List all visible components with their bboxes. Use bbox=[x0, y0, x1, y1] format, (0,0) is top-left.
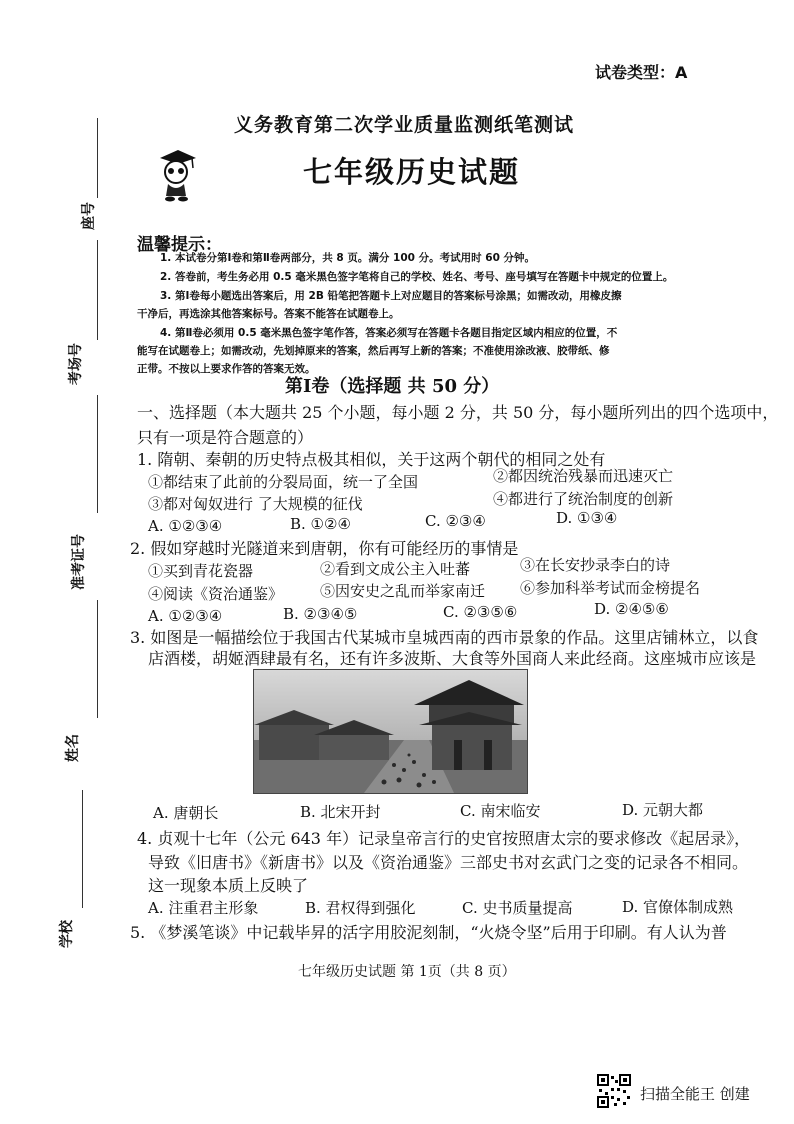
tip-line: 4. 第Ⅱ卷必须用 0.5 毫米黑色签字笔作答，答案必须写在答题卡各题目指定区域内相应的位置，不 bbox=[160, 327, 618, 339]
binding-line bbox=[97, 600, 98, 718]
question-4-stem: 导致《旧唐书》《新唐书》以及《资治通鉴》三部史书对玄武门之变的记录各不相同。 bbox=[148, 853, 749, 872]
q1-choice: D. ①③④ bbox=[556, 509, 618, 527]
mascot-icon bbox=[152, 148, 200, 202]
question-3-stem: 店酒楼，胡姬酒肆最有名，还有许多波斯、大食等外国商人来此经商。这座城市应该是 bbox=[148, 649, 757, 668]
question-2-stem: 2. 假如穿越时光隧道来到唐朝，你有可能经历的事情是 bbox=[130, 539, 519, 558]
q3-choice: D. 元朝大都 bbox=[622, 801, 704, 819]
q4-choice: A. 注重君主形象 bbox=[148, 899, 259, 917]
q3-choice: A. 唐朝长 bbox=[153, 804, 219, 822]
question-1-stem: 1. 隋朝、秦朝的历史特点极其相似，关于这两个朝代的相同之处有 bbox=[137, 450, 606, 469]
q3-choice: B. 北宋开封 bbox=[300, 803, 381, 821]
q1-choice: A. ①②③④ bbox=[148, 517, 223, 535]
binding-line bbox=[97, 240, 98, 340]
q2-item: ⑥参加科举考试而金榜提名 bbox=[520, 579, 701, 597]
paper-title: 七年级历史试题 bbox=[303, 155, 521, 189]
paper-type: 试卷类型：A bbox=[595, 63, 688, 82]
q1-item: ④都进行了统治制度的创新 bbox=[493, 490, 674, 508]
q4-choice: B. 君权得到强化 bbox=[305, 899, 416, 917]
question-4-stem: 这一现象本质上反映了 bbox=[148, 876, 309, 895]
q4-choice: D. 官僚体制成熟 bbox=[622, 898, 734, 916]
binding-line bbox=[97, 118, 98, 198]
q1-item: ②都因统治残暴而迅速灭亡 bbox=[493, 467, 674, 485]
question-5-stem: 5. 《梦溪笔谈》中记载毕昇的活字用胶泥刻制，“火烧令坚”后用于印刷。有人认为普 bbox=[130, 923, 727, 942]
tip-line: 3. 第Ⅰ卷每小题选出答案后，用 2B 铅笔把答题卡上对应题目的答案标号涂黑；如需改动，用橡皮擦 bbox=[160, 290, 622, 302]
q2-choice: D. ②④⑤⑥ bbox=[594, 600, 669, 618]
exam-room-label: 考场号 bbox=[68, 343, 84, 385]
qr-code-icon bbox=[597, 1074, 631, 1108]
name-label: 姓名 bbox=[65, 734, 81, 762]
q2-item: ①买到青花瓷器 bbox=[148, 562, 254, 580]
tips-heading: 温馨提示： bbox=[137, 235, 222, 255]
q2-choice: B. ②③④⑤ bbox=[283, 605, 358, 623]
page-footer: 七年级历史试题 第 1页（共 8 页） bbox=[298, 964, 516, 980]
q2-item: ③在长安抄录李白的诗 bbox=[520, 556, 671, 574]
q1-item: ③都对匈奴进行 了大规模的征伐 bbox=[148, 495, 363, 513]
tip-line: 正带。不按以上要求作答的答案无效。 bbox=[137, 363, 316, 375]
q1-choice: C. ②③④ bbox=[425, 512, 486, 530]
question-4-stem: 4. 贞观十七年（公元 643 年）记录皇帝言行的史官按照唐太宗的要求修改《起居录》， bbox=[137, 829, 751, 848]
question-3-stem: 3. 如图是一幅描绘位于我国古代某城市皇城西南的西市景象的作品。这里店铺林立，以食 bbox=[130, 628, 759, 647]
tip-line: 干净后，再选涂其他答案标号。答案不能答在试题卷上。 bbox=[137, 308, 400, 320]
exam-title: 义务教育第二次学业质量监测纸笔测试 bbox=[234, 114, 575, 136]
ancient-market-photo bbox=[253, 669, 528, 794]
tip-line: 1. 本试卷分第Ⅰ卷和第Ⅱ卷两部分，共 8 页。满分 100 分。考试用时 60 分钟。 bbox=[160, 252, 536, 264]
q2-choice: C. ②③⑤⑥ bbox=[443, 603, 518, 621]
section-title: 第Ⅰ卷（选择题 共 50 分） bbox=[285, 376, 500, 397]
ticket-number-label: 准考证号 bbox=[71, 534, 87, 590]
tip-line: 能写在试题卷上；如需改动，先划掉原来的答案，然后再写上新的答案；不准使用涂改液、胶带纸、修 bbox=[137, 345, 610, 357]
tip-line: 2. 答卷前，考生务必用 0.5 毫米黑色签字笔将自己的学校、姓名、考号、座号填写在答题卡中规定的位置上。 bbox=[160, 271, 674, 283]
camscanner-watermark: 扫描全能王 创建 bbox=[640, 1085, 750, 1103]
q1-item: ①都结束了此前的分裂局面，统一了全国 bbox=[148, 473, 419, 491]
seat-label: 座号 bbox=[81, 202, 97, 230]
school-label: 学校 bbox=[59, 920, 75, 948]
q3-choice: C. 南宋临安 bbox=[460, 802, 541, 820]
instructions-line: 一、选择题（本大题共 25 个小题，每小题 2 分，共 50 分，每小题所列出的四个选项中， bbox=[137, 403, 779, 422]
q1-choice: B. ①②④ bbox=[290, 515, 351, 533]
q2-item: ②看到文成公主入吐蕃 bbox=[320, 560, 471, 578]
binding-line bbox=[82, 790, 83, 908]
instructions-line: 只有一项是符合题意的） bbox=[137, 428, 314, 447]
q2-item: ⑤因安史之乱而举家南迁 bbox=[320, 582, 486, 600]
q2-item: ④阅读《资治通鉴》 bbox=[148, 585, 284, 603]
q4-choice: C. 史书质量提高 bbox=[462, 899, 573, 917]
binding-line bbox=[97, 395, 98, 513]
q2-choice: A. ①②③④ bbox=[148, 607, 223, 625]
